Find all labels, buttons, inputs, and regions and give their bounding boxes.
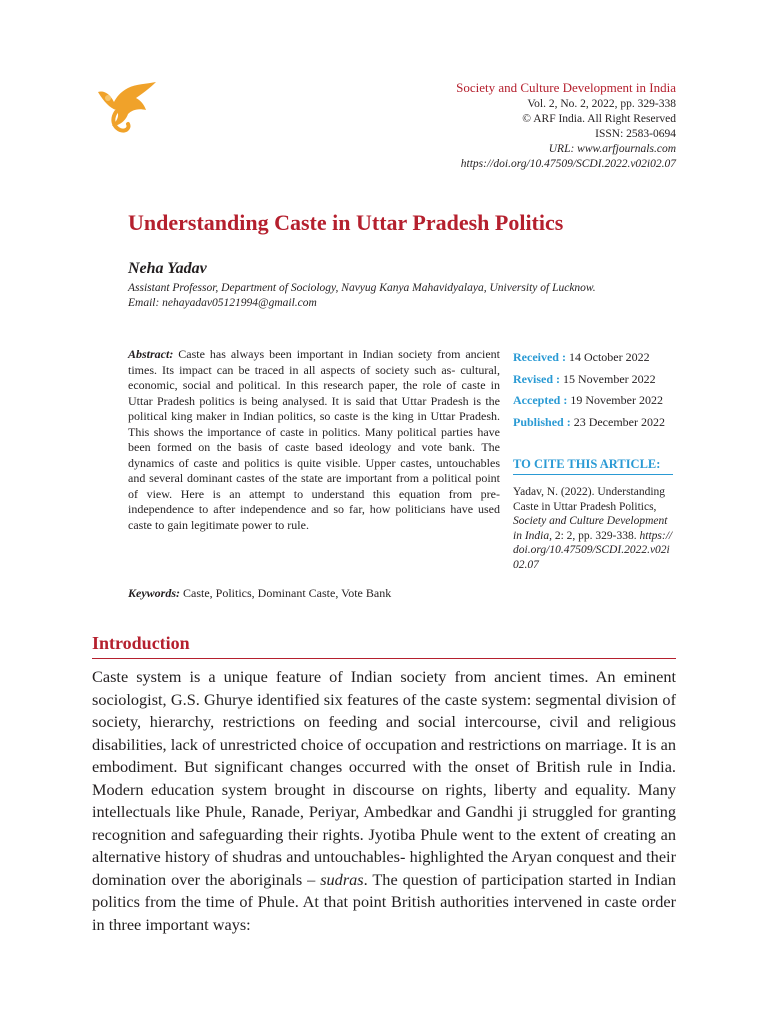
citation-details: 2: 2, pp. 329-338. xyxy=(554,529,637,542)
accepted-value: 19 November 2022 xyxy=(570,393,663,407)
citation-heading: TO CITE THIS ARTICLE: xyxy=(513,457,673,475)
citation-authors: Yadav, N. (2022). xyxy=(513,486,595,498)
keywords xyxy=(128,586,500,601)
accepted-date xyxy=(513,390,683,412)
introduction-italic: sudras xyxy=(320,869,364,889)
received-date xyxy=(513,347,683,369)
published-date xyxy=(513,412,683,434)
citation-doi[interactable]: https://doi.org/10.47509/SCDI.2022.v02i02.07 xyxy=(513,529,673,571)
affiliation-text: Assistant Professor, Department of Sociology, Navyug Kanya Mahavidyalaya, University of Lucknow. xyxy=(128,282,596,294)
keywords-label: Keywords: xyxy=(128,586,180,600)
revised-label: Revised : xyxy=(513,371,560,386)
journal-logo xyxy=(90,80,162,136)
citation xyxy=(513,485,673,572)
abstract-label: Abstract: xyxy=(128,347,174,361)
journal-name: Society and Culture Development in India xyxy=(456,80,676,95)
author-email[interactable]: Email: nehayadav05121994@gmail.com xyxy=(128,297,317,309)
abstract-text: Caste has always been important in Indian society from ancient times. Its impact can be traced in all aspects of society such as- cultural, economic, social and political. In this research paper, the role of caste in Uttar Pradesh politics is being analysed. It is said that Uttar Pradesh is the political king maker in Indian politics, so caste is the king in Uttar Pradesh. This shows the importance of caste in politics. Many political parties have been formed on the basis of caste based ideology and vote bank. The dynamics of caste and politics is quite visible. Upper castes, untouchables and several dominant castes of the state are important from a political point of view. Here is an attempt to understand this equation from pre-independence to after independence and so far, how politicians have used caste to gain legitimate power to rule. xyxy=(128,347,501,532)
article-title: Understanding Caste in Uttar Pradesh Politics xyxy=(128,210,564,235)
author-name: Neha Yadav xyxy=(128,260,207,277)
revised-value: 15 November 2022 xyxy=(563,371,656,386)
introduction-text-end: . The question of participation started in Indian politics from the time of Phule. At that point British authorities intervened in caste order in three important ways: xyxy=(92,869,676,934)
author-affiliation xyxy=(128,281,688,311)
received-value: 14 October 2022 xyxy=(568,350,650,364)
journal-copyright: © ARF India. All Right Reserved xyxy=(522,113,676,125)
published-value: 23 December 2022 xyxy=(573,414,665,429)
article-dates xyxy=(513,347,683,433)
journal-header xyxy=(276,80,676,172)
introduction-body xyxy=(92,666,676,936)
journal-issn: ISSN: 2583-0694 xyxy=(595,128,676,140)
journal-volume: Vol. 2, No. 2, 2022, pp. 329-338 xyxy=(527,98,676,110)
abstract xyxy=(128,347,500,533)
journal-url[interactable]: URL: www.arfjournals.com xyxy=(548,143,676,155)
published-label: Published : xyxy=(513,414,571,429)
revised-date xyxy=(513,369,683,391)
journal-doi[interactable]: https://doi.org/10.47509/SCDI.2022.v02i02.07 xyxy=(460,158,676,170)
received-label: Received : xyxy=(513,350,566,364)
citation-journal: Society and Culture Development in India, xyxy=(513,515,668,542)
accepted-label: Accepted : xyxy=(513,393,568,407)
citation-title: Understanding Caste in Uttar Pradesh Politics, xyxy=(513,486,666,513)
introduction-heading: Introduction xyxy=(92,633,676,659)
introduction-text: Caste system is a unique feature of Indian society from ancient times. An eminent sociologist, G.S. Ghurye identified six features of the caste system: segmental division of society, hierarchy, restrictions on feeding and social intercourse, civil and religious disabilities, lack of unrestricted choice of occupation and restrictions on marriage. It is an embodiment. But significant changes occurred with the onset of British rule in India. Modern education system brought in discourse on rights, liberty and equality. Many intellectuals like Phule, Ranade, Periyar, Ambedkar and Gandhi ji struggled for granting recognition and safeguarding their rights. Jyotiba Phule went to the extent of creating an alternative history of shudras and untouchables- highlighted the Aryan conquest and their domination over the aboriginals – xyxy=(92,667,676,889)
keywords-text: Caste, Politics, Dominant Caste, Vote Bank xyxy=(183,586,392,600)
